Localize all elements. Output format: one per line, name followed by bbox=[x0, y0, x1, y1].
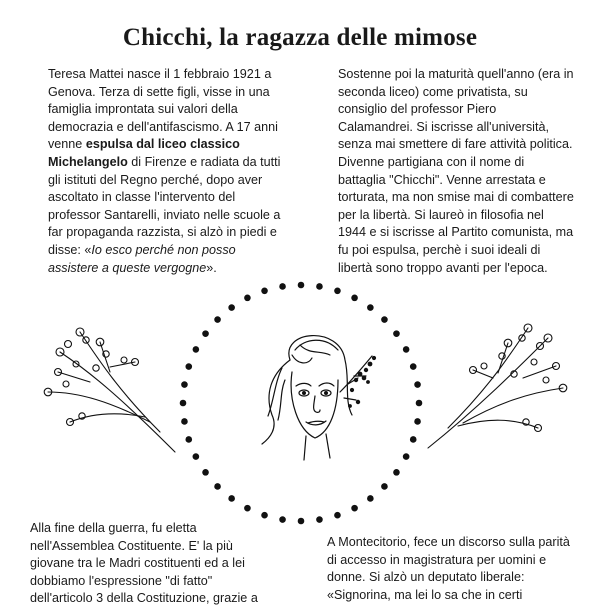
frame-dot bbox=[393, 469, 400, 476]
mimosa-sprig-left-icon bbox=[40, 312, 190, 462]
frame-dot bbox=[393, 330, 400, 337]
frame-dot bbox=[403, 453, 410, 460]
frame-dot bbox=[279, 516, 286, 523]
frame-dot bbox=[334, 512, 341, 519]
frame-dot bbox=[202, 469, 209, 476]
frame-dot bbox=[298, 518, 305, 525]
frame-dot bbox=[244, 295, 251, 302]
text-column-left-bottom: Alla fine della guerra, fu eletta nell'Assemblea Costituente. E' la più giovane tra le Madri costituenti ed a lei dobbiamo l'espressione "di fatto" dell'articolo 3 della Costituzione, grazie a bbox=[30, 521, 258, 606]
frame-dot bbox=[351, 505, 358, 512]
frame-dot bbox=[193, 453, 200, 460]
frame-dot bbox=[381, 483, 388, 490]
frame-dot bbox=[261, 512, 268, 519]
portrait-illustration bbox=[240, 320, 390, 470]
frame-dot bbox=[410, 363, 417, 370]
frame-dot bbox=[244, 505, 251, 512]
italic-quote: Io esco perché non posso assistere a queste vergogne bbox=[48, 242, 236, 275]
frame-dot bbox=[214, 483, 221, 490]
frame-dot bbox=[316, 283, 323, 290]
frame-dot bbox=[367, 495, 374, 502]
text-span: Teresa Mattei nasce il 1 febbraio 1921 a Genova. Terza di sette figli, visse in una famiglia improntata sui valori della democrazia e dell'antifascismo. A 17 anni venne bbox=[48, 67, 278, 152]
text-span: di Firenze e radiata da tutti gli istituti del Regno perché, dopo aver ascoltato in classe l'intervento del professor Santarelli, inviato nelle scuole a far propaganda razzista, si alzò in piedi e disse: « bbox=[48, 154, 281, 257]
frame-dot bbox=[367, 304, 374, 311]
frame-dot bbox=[298, 282, 305, 289]
frame-dot bbox=[202, 330, 209, 337]
frame-dot bbox=[403, 346, 410, 353]
page-title: Chicchi, la ragazza delle mimose bbox=[122, 24, 478, 51]
frame-dot bbox=[228, 495, 235, 502]
frame-dot bbox=[228, 304, 235, 311]
frame-dot bbox=[410, 436, 417, 443]
frame-dot bbox=[214, 316, 221, 323]
text-span: ». bbox=[206, 260, 217, 275]
bold-text: espulsa dal liceo classico Michelangelo bbox=[48, 137, 240, 169]
text-column-left-top bbox=[48, 66, 286, 277]
frame-dot bbox=[279, 283, 286, 290]
text-column-right-top: Sostenne poi la maturità quell'anno (era in seconda liceo) come privatista, su consiglio del professor Piero Calamandrei. Si iscrisse all'università, senza mai smettere di fare attività politica. Divenne partigiana con il nome di battaglia "Chicchi". Venne arrestata e torturata, ma non smise mai di combattere per la libertà. Si laureò in filosofia nel 1944 e si iscrisse al Partito comunista, ma fu poi espulsa, perchè i suoi ideali di libertà sono troppo avanti per l'epoca. bbox=[338, 67, 574, 275]
mimosa-sprig-right-icon bbox=[418, 318, 568, 458]
text-column-right-bottom: A Montecitorio, fece un discorso sulla parità di accesso in magistratura per uomini e donne. Si alzò un deputato liberale: «Signorina, ma lei lo sa che in certi bbox=[327, 535, 570, 602]
frame-dot bbox=[316, 516, 323, 523]
frame-dot bbox=[193, 346, 200, 353]
frame-dot bbox=[351, 295, 358, 302]
frame-dot bbox=[334, 287, 341, 294]
frame-dot bbox=[261, 287, 268, 294]
